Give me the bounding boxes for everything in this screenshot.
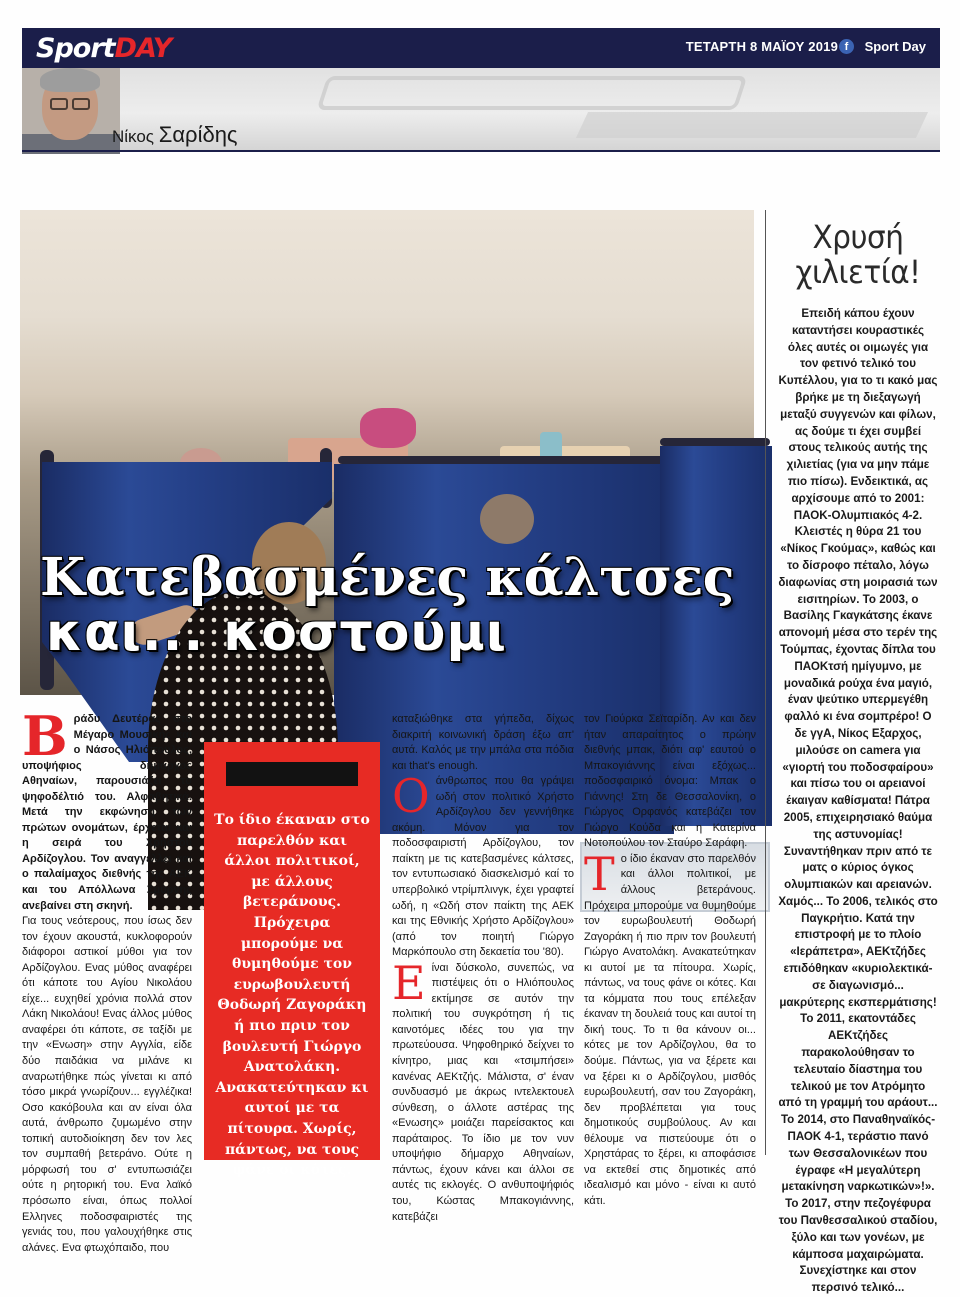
drop-cap: Τ [584,846,615,901]
author-first-name: Νίκος [112,127,154,146]
section-text: ο ίδιο έκαναν στο παρελθόν και άλλοι πολιτικοί, με άλλους βετεράνους. Πρόχειρα μπορούμε να θυμηθούμε τον ευρωβουλευτή Θοδωρή Ζαγοράκη ή πιο πριν τον βουλευτή Γιώργο Ανατολάκη. Ανακατεύτηκαν κι αυτοί με τα πίτουρα. Χωρίς, πάντως, να τους φάνε οι κότες. Και τα κόμματα που τους επέλεξαν έκαναν τη δουλειά τους και αυτοί τη δική τους. Το τι θα κάνουν οι... κότες με τον Αρδίζογλου, θα το δούμε. Πάντως, για να ξέρετε και να ξέρει κι ο Αρδίζογλου, μισθός ευρωβουλευτή, σαν του Ζαγοράκη, δεν προβλέπεται για τους δημοτικούς συμβούλους. Αν και θέλουμε να πιστεύουμε ότι ο Χρηστάρας το ξέρει, κι αποφάσισε να εκτεθεί στις δημοτικές από ιδεαλισμό και μόνο - είναι κι αυτό κάτι. [584,852,756,1207]
sidebar-title [783,220,934,290]
lead-text: ράδυ Δευτέρας στο Μέγαρο Μουσικής και ο Νάσος Ηλιόπουλος, υποψήφιος δήμαρχος Αθηναίων, παρουσιάζει το ψηφοδέλτιό του. Αλφαβητικά. Μετά την εκφώνηση των πρώτων ονομάτων, έρχεται και η σειρά του Χρήστου Αρδίζογλου. Τον αναγγέλλει και ο παλαίμαχος διεθνής της ΑΕΚ και του Απόλλωνα Σμύρνης ανεβαίνει στη σκηνή. [22,713,192,912]
facebook-brand-link[interactable]: Sport Day [864,39,926,54]
column-divider [765,210,766,1155]
sidebar-text: Επειδή κάπου έχουν καταντήσει κουραστικές όλες αυτές οι οιμωγές για τον φετινό τελικό του Κυπέλλου, για το τι κακό μας βρήκε με τη διεξαγωγή μεταξύ συγγενών και φίλων, ας δούμε τι έχει συμβεί στους τελικούς αυτής της χιλιετίας (για να μην πάμε πιο πίσω). Ενδεικτικά, ας αρχίσουμε από το 2001: ΠΑΟΚ-Ολυμπιακός 4-2. Κλειστές η θύρα 21 του «Νίκος Γκούμας», καθώς και το δίσροφο πέταλο, λόγω διαφωνίας στη μοιρασιά των εισιτηρίων. Το 2003, ο Βασίλης Γκαγκάτσης έκανε απονομή μέσα στο τερέν της Τούμπας, έχοντας δίπλα του ΠΑΟΚτσή ημίγυμνο, με μοναδικά ρούχα ένα μαγιό, έναν ψεύτικο υπερμεγέθη φαλλό κι ένα σομπρέρο! Ο δε γγΑ, Νίκος Εξαρχος, μιλούσε on camera για «γιορτή του ποδοσφαίρου» και πίσω του οι αρειανοί έκαιγαν καθίσματα! Πάτρα 2005, επιχειρησιακό θαύμα της αστυνομίας! Συναντήθηκαν πριν από τε ματς ο κύριος όγκος ολυμπιακών και αρειανών. Χαμός... Το 2006, τελικός στο Παγκρήτιο. Κατά την επιστροφή με το πλοίο «Ιεράπετρα», ΑΕΚτζήδες επιδόθηκαν «κυριολεκτικά- σε διαγωνισμό... μακρύτερης εκσπερμάτισης! Το 2011, εκατοντάδες ΑΕΚτζήδες παρακολούθησαν το τελευταίο δίαστημα του τελικού με τον Ατρόμητο από τη γραμμή του αράουτ... Το 2014, στο Παναθηναϊκός-ΠΑΟΚ 4-1, τεράστιο πανό των Θεσσαλονικέων που έγραφε «Η μεγαλύτερη μετακίνηση ναρκωτικών»!». Το 2017, στην πεζογέφυρα του Πανθεσσαλικού σταδίου, ξύλο και των γονέων, με κάμποσα μαχαιρώματα. Συνεχίστηκε και στον περσινό τελικό... [778,307,938,1295]
logo-text-sport: Sport [36,32,115,64]
drop-cap: Β [22,704,68,768]
pull-quote-text: Το ίδιο έκαναν στο παρελθόν και άλλοι πολιτικοί, με άλλους βετεράνους. Πρόχειρα μπορούμε να θυμηθούμε τον ευρωβουλευτή Θοδωρή Ζαγοράκη ή πιο πριν τον βουλευτή Γιώργο Ανατολάκη. Ανακατεύτηκαν κι αυτοί με τα πίτουρα. Χωρίς, πάντως, να τους φάνε οι κότες. [214,812,370,1179]
body-paragraph [392,955,574,1225]
section-text: ίναι δύσκολο, συνεπώς, να πιστέψεις ότι ο Ηλιόπουλος εκτίμησε σε αυτόν την πολιτική του συγκρότηση ή τις καινοτόμες ιδέες του για την πρωτεύουσα. Ψηφοθηρικό δείχνει το κίνητρο, μιας και «τσιμπήσει» κανένας ΑΕΚτζής. Μάλιστα, σ' έναν συνδυασμό με άκρως ιντελεκτουελ σύνθεση, ο άλλοτε αστέρας της «Ενωσης» μοιάζει παρείσακτος και παράταιρος. Το ίδιο με τον νυν υποψήφιο δήμαρχο Αθηναίων, πάντως, έχουν κάνει και άλλοι σε αυτές τις εκλογές. Ο ανθυποψήφιός του, Κώστας Μπακογιάννης, κατεβάζει [392,961,574,1223]
headline-line-2: και... κοστούμι [46,602,508,663]
divider [22,150,940,152]
logo-text-day: DAY [114,32,172,64]
masthead-bar [22,28,940,68]
pull-quote-bar [226,762,358,786]
sportday-logo[interactable] [36,30,171,66]
decorative-shape [576,112,928,138]
lead-paragraph [22,704,192,914]
article-column-3 [392,712,574,1225]
sidebar-title-line-1: Χρυσή [812,218,904,256]
drop-cap: Ε [392,955,426,1010]
article-column-1 [22,704,192,1256]
author-byline [112,122,238,148]
sidebar-title-line-2: χιλιετία! [795,253,921,292]
author-last-name: Σαρίδης [158,122,238,147]
body-paragraph [392,769,574,961]
voter-man [480,494,534,544]
drop-cap: Ο [392,769,430,824]
body-paragraph [584,846,756,1210]
issue-date: ΤΕΤΑΡΤΗ 8 ΜΑΪΟΥ 2019 [685,39,838,54]
decorative-shape [316,76,747,110]
body-paragraph: Για τους νεότερους, που ίσως δεν τον έχουν ακουστά, κυκλοφορούν διάφοροι αστικοί μύθοι για τον Αρδίζογλου. Ενας μύθος αναφέρει ότι κάποτε του Αγίου Νικολάου είχε... ευχηθεί χρόνια πολλά στον Λάκη Νικολάου! Ενας άλλος μύθος αναφέρει ότι κάποτε, σε ταξίδι με την «Ενωση» στην Αγγλία, είδε δύο παιδάκια να μιλάνε κι αναρωτήθηκε πώς γίνεται κι από τόσο μικρά γνωρίζουν... εγγλέζικα! Οσο κακόβουλα και αν είναι όλα αυτά, άνθρωπο ζυμωμένο στην τοπική αυτοδιοίκηση δεν τον λες τον συμπαθή βετεράνο. Ούτε η μόρφωσή του σ' εντυπωσιάζει ούτε η ρητορική του. Ενα λαϊκό πρόσωπο είναι, όπως πολλοί Ελληνες ποδοσφαιριστές της γενιάς του, που γαλουχήθηκε στις αλάνες. Ενα φτωχόπαιδο, που [22,915,192,1254]
pull-quote-box [204,742,380,1179]
article-column-4 [584,712,756,1210]
section-text: άνθρωπος που θα γράψει ωδή στον πολιτικό Χρήστο Αρδίζογλου δεν γεννήθηκε ακόμη. Μόνον για τον ποδοσφαιριστή Αρδίζογλου, τον παίκτη με τις κατεβασμένες κάλτσες, τον εντυπωσιακό διασκελισμό καί το υπερβολικό ντρίμπλινγκ, έχει γραφτεί ωδή, η «Ωδή στον παίκτη της ΑΕΚ και της Εθνικής Χρήστο Αρδίζογλου» (από τον ποιητή Γιώργο Μαρκόπουλο στη δεκαετία του '80). [392,775,574,959]
headline [40,547,734,663]
body-paragraph: καταξιώθηκε στα γήπεδα, δίχως διακριτή κοινωνική δράση έξω απ' αυτά. Καλός με την μπάλα στα πόδια και that's enough. [392,713,574,772]
author-avatar [22,68,120,150]
body-paragraph: τον Γιούρκα Σεϊταρίδη. Αν και δεν ήταν απαραίτητος ο πρώην διεθνής μπακ, διότι αφ' εαυτού ο Μπακογιάννης είναι εξόχως... ποδοσφαιρικό όνομα: Μπακ ο Γιάννης! Στη δε Θεσσαλονίκη, ο Γιώργος Ορφανός κατεβάζει τον Γιώργο Κούδα και η Κατερίνα Νοτοπούλου τον Σταύρο Σαράφη. [584,713,756,850]
headline-line-1: Κατεβασμένες κάλτσες [40,547,734,608]
facebook-icon[interactable]: f [839,39,854,54]
author-strip [22,68,940,150]
